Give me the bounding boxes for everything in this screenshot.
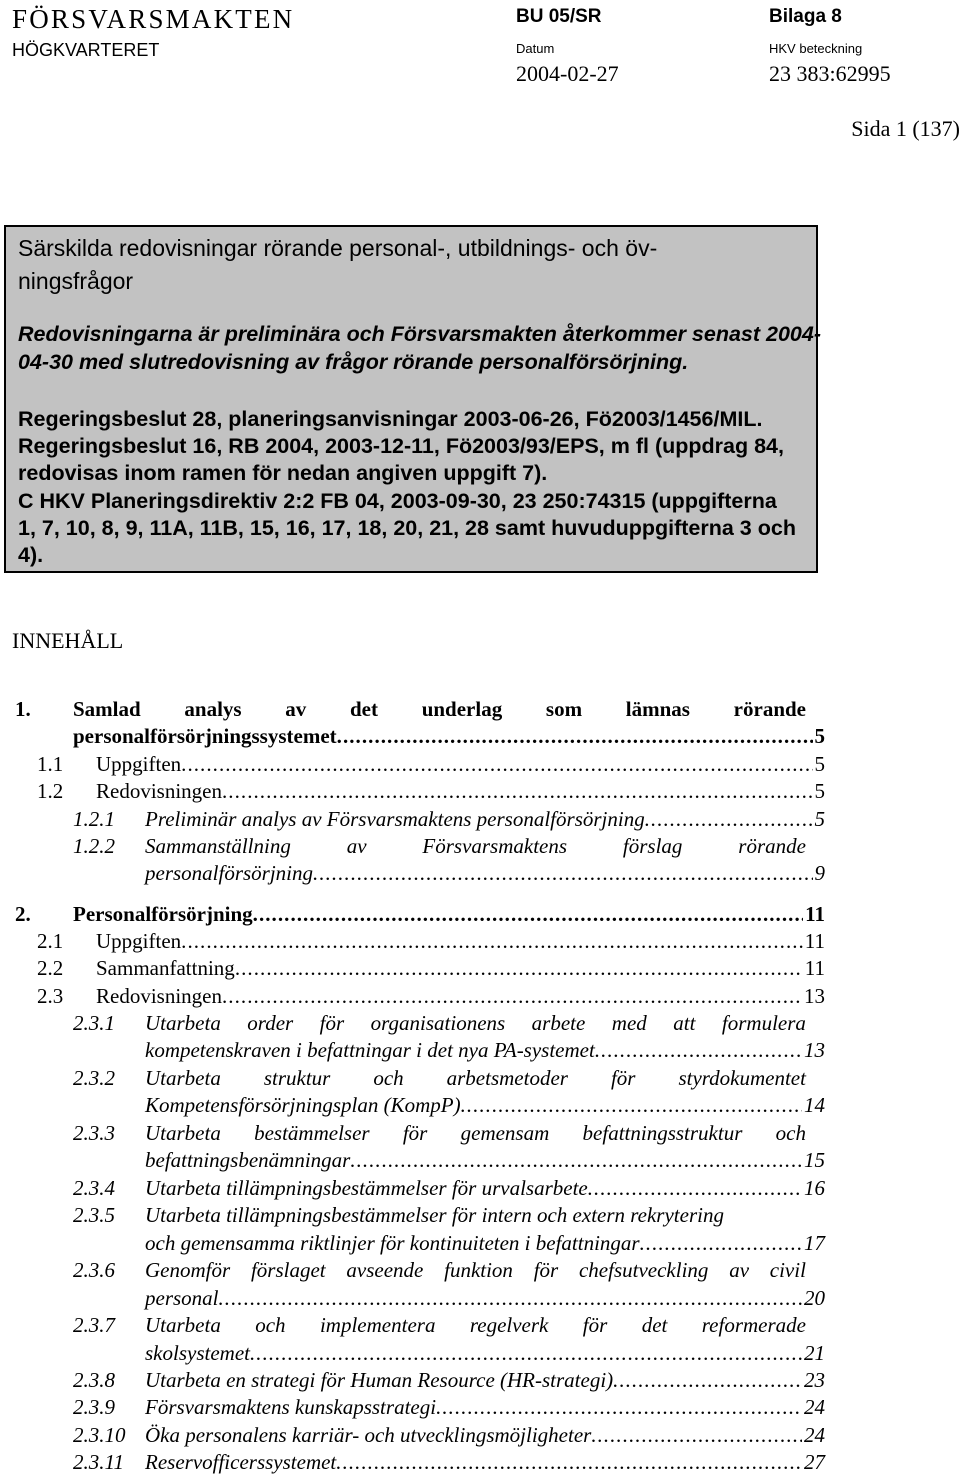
toc-title: skolsystemet [145, 1341, 250, 1365]
toc-section-1-2-2-line2[interactable] [145, 861, 825, 886]
contents-heading: INNEHÅLL [12, 628, 124, 653]
toc-page: 27 [804, 1450, 825, 1474]
toc-word: arbetsmetoder [446, 1066, 568, 1090]
toc-word: struktur [263, 1066, 331, 1090]
toc-title: Utarbeta en strategi för Human Resource (HR-strategi) [145, 1368, 614, 1392]
summary-reference-2-line1: Regeringsbeslut 16, RB 2004, 2003-12-11, Fö2003/93/EPS, m fl (uppdrag 84, [18, 434, 784, 458]
toc-section-2-3-6-line1 [145, 1258, 806, 1283]
toc-section-2-3-6-number: 2.3.6 [73, 1258, 115, 1282]
toc-section-2-3-3-line2[interactable] [145, 1148, 825, 1173]
toc-title: kompetenskraven i befattningar i det nya PA-systemet [145, 1038, 595, 1062]
toc-page: 13 [804, 1038, 825, 1062]
toc-word: arbete [531, 1011, 586, 1035]
toc-section-2-3-5-line2[interactable] [145, 1231, 825, 1256]
toc-page: 5 [814, 752, 825, 776]
toc-section-2-3-7-line2[interactable] [145, 1341, 825, 1366]
toc-word: regelverk [469, 1313, 549, 1337]
toc-word: det [349, 697, 378, 721]
reference-label: HKV beteckning [769, 41, 863, 56]
toc-section-2-3-1-line1 [145, 1011, 806, 1036]
toc-word: analys [184, 697, 242, 721]
toc-word: gemensam [460, 1121, 550, 1145]
toc-section-2-3-3-number: 2.3.3 [73, 1121, 115, 1145]
toc-word: och [775, 1121, 806, 1145]
toc-section-2-3-9[interactable] [145, 1395, 825, 1420]
toc-section-2-3-10-number: 2.3.10 [73, 1423, 126, 1447]
org-subtitle: HÖGKVARTERET [12, 40, 160, 60]
toc-section-2-3-number: 2.3 [37, 984, 64, 1008]
toc-word: Genomför [145, 1258, 231, 1282]
toc-section-2-3-2-number: 2.3.2 [73, 1066, 115, 1090]
toc-word: bestämmelser [254, 1121, 370, 1145]
summary-reference-3-line3: 4). [18, 543, 44, 567]
toc-word: Utarbeta [145, 1121, 221, 1145]
summary-reference-2-line2: redovisas inom ramen för nedan angiven uppgift 7). [18, 461, 548, 485]
summary-box [4, 225, 822, 573]
org-name: FÖRSVARSMAKTEN [12, 4, 295, 34]
toc-word: funktion [444, 1258, 513, 1282]
toc-page: 11 [804, 956, 825, 980]
toc-section-2-3-6-line2[interactable] [145, 1286, 825, 1311]
toc-word: Sammanställning [145, 834, 291, 858]
document-code: BU 05/SR [516, 6, 602, 27]
toc-section-1-2-2-number: 1.2.2 [73, 834, 115, 858]
toc-word: Utarbeta [145, 1011, 221, 1035]
toc-title: personalförsörjningssystemet [73, 724, 337, 748]
toc-section-2-3-5-line1: Utarbeta tillämpningsbestämmelser för intern och extern rekrytering [145, 1203, 724, 1227]
toc-page: 5 [814, 779, 825, 803]
toc-section-1-2[interactable] [96, 779, 825, 804]
toc-word: för [610, 1066, 636, 1090]
toc-word: organisationens [370, 1011, 506, 1035]
toc-word: Samlad [73, 697, 141, 721]
toc-section-2-3-1-number: 2.3.1 [73, 1011, 115, 1035]
toc-word: underlag [421, 697, 503, 721]
toc-page: 23 [804, 1368, 825, 1392]
toc-page: 24 [804, 1395, 825, 1419]
toc-word: chefsutveckling [578, 1258, 709, 1282]
toc-word: Utarbeta [145, 1313, 221, 1337]
toc-word: för [582, 1313, 608, 1337]
toc-section-2-3-2-line1 [145, 1066, 806, 1091]
toc-title: personal [145, 1286, 219, 1310]
toc-word: formulera [721, 1011, 806, 1035]
toc-word: av [346, 834, 367, 858]
toc-section-1-number: 1. [15, 697, 31, 721]
toc-word: av [729, 1258, 750, 1282]
toc-section-1-2-number: 1.2 [37, 779, 64, 803]
summary-reference-3-line1: C HKV Planeringsdirektiv 2:2 FB 04, 2003-09-30, 23 250:74315 (uppgifterna [18, 489, 777, 513]
toc-page: 21 [804, 1341, 825, 1365]
toc-title: befattningsbenämningar [145, 1148, 351, 1172]
summary-reference-3-line2: 1, 7, 10, 8, 9, 11A, 11B, 15, 16, 17, 18, 20, 21, 28 samt huvuduppgifterna 3 och [18, 516, 796, 540]
summary-title-line1: Särskilda redovisningar rörande personal-, utbildnings- och öv- [18, 235, 658, 261]
toc-page: 16 [804, 1176, 825, 1200]
toc-page: 11 [804, 929, 825, 953]
toc-section-1-title-line2[interactable] [73, 724, 825, 749]
toc-section-2-3-9-number: 2.3.9 [73, 1395, 115, 1419]
toc-word: civil [769, 1258, 806, 1282]
toc-page: 5 [814, 807, 825, 831]
page-number: Sida 1 (137) [851, 116, 960, 141]
toc-word: implementera [319, 1313, 436, 1337]
toc-page: 14 [804, 1093, 825, 1117]
toc-page: 20 [804, 1286, 825, 1310]
toc-title: Preliminär analys av Försvarsmaktens personalförsörjning [145, 807, 645, 831]
toc-word: order [247, 1011, 294, 1035]
toc-section-2-3-7-line1 [145, 1313, 806, 1338]
toc-section-2-3-11[interactable] [145, 1450, 825, 1475]
toc-section-2-3-7-number: 2.3.7 [73, 1313, 115, 1337]
toc-title: Uppgiften [96, 929, 182, 953]
toc-title: Personalförsörjning [73, 902, 253, 926]
toc-title: Redovisningen [96, 984, 222, 1008]
toc-word: och [373, 1066, 404, 1090]
summary-title-line2: ningsfrågor [18, 268, 134, 294]
toc-word: för [319, 1011, 345, 1035]
toc-word: lämnas [625, 697, 690, 721]
date-label: Datum [516, 41, 555, 56]
toc-section-2-1-number: 2.1 [37, 929, 64, 953]
toc-title: Reservofficerssystemet [145, 1450, 337, 1474]
toc-section-2-3-4[interactable] [145, 1176, 825, 1201]
toc-word: Utarbeta [145, 1066, 221, 1090]
toc-section-2-3-3-line1 [145, 1121, 806, 1146]
toc-section-2-3-1-line2[interactable] [145, 1038, 825, 1063]
toc-page: 11 [805, 902, 825, 926]
toc-page: 15 [804, 1148, 825, 1172]
toc-word: för [402, 1121, 428, 1145]
toc-word: att [673, 1011, 696, 1035]
toc-word: Försvarsmaktens [422, 834, 568, 858]
toc-section-2-3-2-line2[interactable] [145, 1093, 825, 1118]
toc-word: avseende [346, 1258, 424, 1282]
toc-word: förslaget [250, 1258, 326, 1282]
toc-section-1-2-1[interactable] [145, 807, 825, 832]
toc-title: personalförsörjning [145, 861, 314, 885]
toc-section-1-title-line1 [73, 697, 806, 722]
toc-word: det [641, 1313, 668, 1337]
toc-section-2-3-11-number: 2.3.11 [73, 1450, 124, 1474]
toc-title: Utarbeta tillämpningsbestämmelser för urvalsarbete [145, 1176, 588, 1200]
toc-section-2-3[interactable] [96, 984, 825, 1009]
toc-section-2-number: 2. [15, 902, 31, 926]
toc-word: styrdokumentet [678, 1066, 806, 1090]
toc-section-2-3-5-number: 2.3.5 [73, 1203, 115, 1227]
toc-title: och gemensamma riktlinjer för kontinuiteten i befattningar [145, 1231, 640, 1255]
toc-page: 5 [814, 724, 825, 748]
toc-section-2-3-8[interactable] [145, 1368, 825, 1393]
toc-page: 9 [814, 861, 825, 885]
toc-word: rörande [733, 697, 806, 721]
toc-section-2-1[interactable] [96, 929, 825, 954]
toc-section-2-3-8-number: 2.3.8 [73, 1368, 115, 1392]
attachment-label: Bilaga 8 [769, 6, 842, 27]
toc-section-2-3-10[interactable] [145, 1423, 825, 1448]
toc-section-1-2-2-line1 [145, 834, 806, 859]
toc-title: Öka personalens karriär- och utvecklingsmöjligheter [145, 1423, 592, 1447]
reference-value: 23 383:62995 [769, 61, 891, 86]
toc-section-2[interactable] [73, 902, 825, 927]
toc-section-2-2-number: 2.2 [37, 956, 64, 980]
toc-word: förslag [622, 834, 683, 858]
toc-word: reformerade [701, 1313, 806, 1337]
toc-section-1-1-number: 1.1 [37, 752, 64, 776]
toc-page: 17 [804, 1231, 825, 1255]
toc-title: Kompetensförsörjningsplan (KompP) [145, 1093, 461, 1117]
toc-section-1-1[interactable] [96, 752, 825, 777]
toc-section-1-2-1-number: 1.2.1 [73, 807, 115, 831]
toc-section-2-3-4-number: 2.3.4 [73, 1176, 115, 1200]
toc-title: Sammanfattning [96, 956, 235, 980]
toc-section-2-2[interactable] [96, 956, 825, 981]
toc-word: befattningsstruktur [582, 1121, 743, 1145]
toc-word: rörande [738, 834, 806, 858]
toc-word: som [545, 697, 583, 721]
toc-word: av [285, 697, 307, 721]
date-value: 2004-02-27 [516, 61, 619, 86]
toc-title: Redovisningen [96, 779, 222, 803]
toc-word: med [611, 1011, 647, 1035]
summary-note-line1: Redovisningarna är preliminära och Försvarsmakten återkommer senast 2004- [18, 322, 822, 346]
toc-page: 24 [804, 1423, 825, 1447]
summary-note-line2: 04-30 med slutredovisning av frågor rörande personalförsörjning. [18, 350, 689, 374]
summary-reference-1: Regeringsbeslut 28, planeringsanvisningar 2003-06-26, Fö2003/1456/MIL. [18, 407, 763, 431]
toc-title: Uppgiften [96, 752, 182, 776]
toc-title: Försvarsmaktens kunskapsstrategi [145, 1395, 437, 1419]
toc-word: för [533, 1258, 559, 1282]
toc-page: 13 [804, 984, 825, 1008]
toc-word: och [255, 1313, 286, 1337]
